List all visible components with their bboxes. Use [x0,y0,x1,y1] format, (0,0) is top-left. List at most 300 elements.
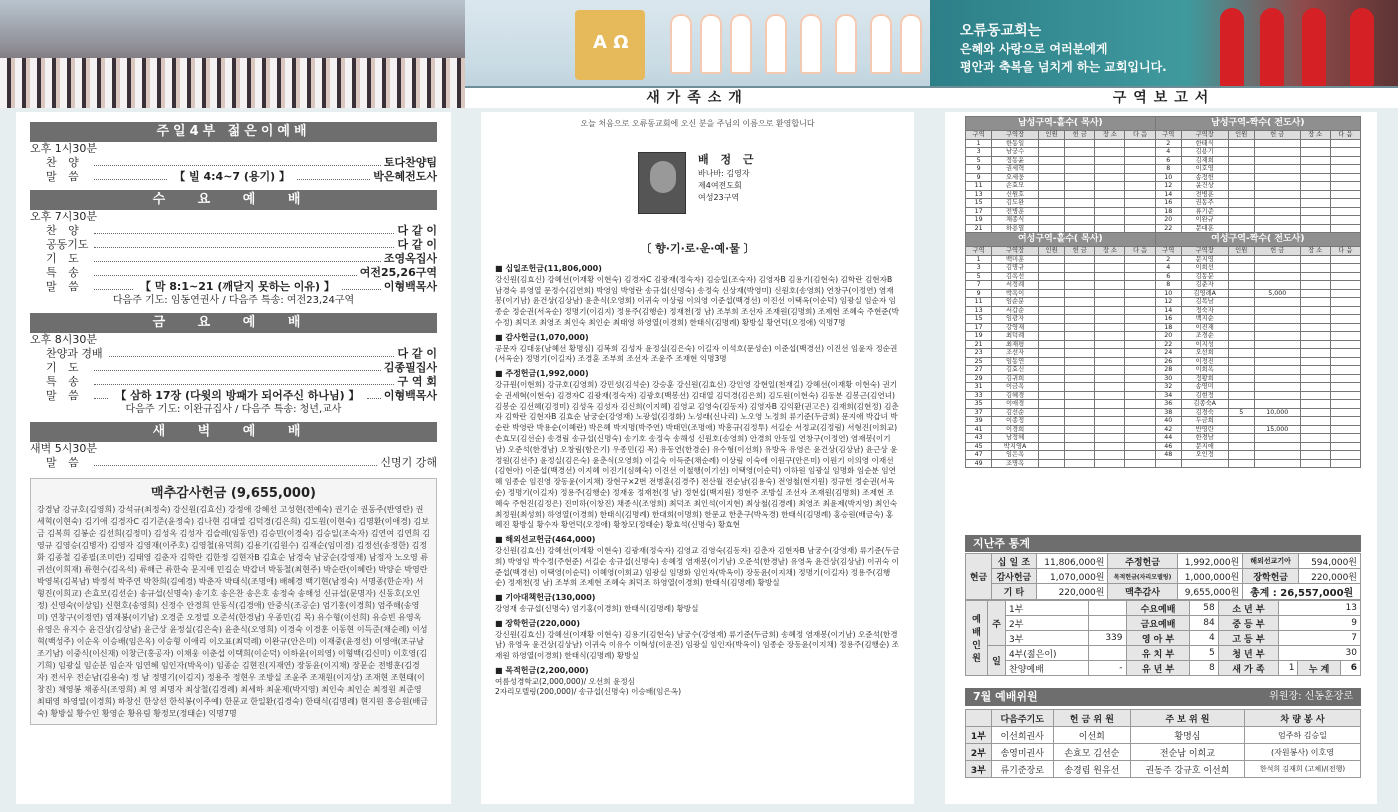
district-cell [1228,315,1254,324]
serv-cell: 황명심 [1130,727,1244,744]
district-row [966,207,1361,216]
att-value [1089,646,1126,661]
district-cell [1125,216,1155,225]
district-cell: 43 [966,434,992,443]
district-cell [1254,272,1300,281]
female-even-header: 여성구역-짝수( 전도사) [1155,233,1360,247]
district-cell [1228,332,1254,341]
district-column-header [966,247,1361,256]
district-cell [1330,182,1360,191]
serv-head: 주 보 위 원 [1130,710,1244,727]
district-cell [1039,199,1065,208]
district-cell [1039,434,1065,443]
district-cell [1065,182,1095,191]
district-cell [1330,400,1360,409]
district-cell [1039,165,1065,174]
district-cell: 정숙자 [1181,306,1228,315]
district-cell [1254,148,1300,157]
district-cell: 한동일 [992,139,1039,148]
thanksgiving-names: 강경남 강규호(김영희) 강석규(최정숙) 강신원(김효신) 강정애 강혜선 고성현(전예숙) 권기순 권동주(반영란) 권세혁(이현숙) 김기애 김경자C 김기준(윤정숙) 김나현 김대열 김덕경(김은희) 김도원(이현숙) 김명환(이애경) 김보금 김복희 김봉순 김선희(김정미) 김성옥 김성자 김슬레(임동연) 김승민(이경숙) 김승일(조숙자) 김연여 김연희 김영규 김영승(김병자) 김영자 김영재(이주호) 김영철(유덕희) 김용기(김원수) 김재순(임미경) 김정선(송정한) 김정화 김종철 김종필(조미란) 김태영 김춘자 김학란 김한정 김현자B 김효순 남경숙 남궁순(강영재) 남정자 노오영 류귀선(이희재) 류현수(김옥석) 류해근 류한숙 문지애 민길순 박갑녀 박동철(최현주) 박순란(이혜란) 박양순 박영란 박영복(김복남) 박정석 박주연 박찬희(김예경) 박춘자 박태식(조명애) 배혜경 백기현(남정숙) 서명종(한순자) 서형진(이희교) 손효모(김선순) 송규섭(신명숙) 송기호 송은찬 송은호 송정숙 송해성 신규섭(문명자) 신동호(오인정) 신영숙(이상임) 신현호(송영희) 신정수 안경희 안동식(김경애) 안중식(조공순) 엄기홍(이경희) 엄주해(송영미) 연창구(이정연) 염재봉(이기남) 오경준 오정열 오준석(한경남) 우종민(김 목) 유수형(이선희) 유승빈 유영옥 유영은 유지수 윤건상(김상남) 윤근상 윤정실(김은숙) 윤춘식(오영희) 이경숙 이경훈 이동현 이득준(채순례) 이성혁(백성주) 이순옥 이승배(임은옥) 이승형 이애리 이오표(최덕례) 이완규(안은미) 이재중(윤정선) 이영애(조규남 조기남) 이중식(이신재) 이창근(홍공자) 이채웅 이춘섭 이택희(이순덕) 이하윤(이의영) 이형백(김신미) 이호영(김기희) 임광실 임순분 임순자 임연혜 임인자(박옥이) 임종순 김현진(지재연) 장동윤(이지채) 장문순 전병훈(김경자) 전서우 전순남(김용숙) 정 남 정명기(이김지) 정용주 정현우 조방실 조윤주 조재원(이지상) 조재현 조현태(이창진) 채영봉 채종식(조영희) 최 영 최명자 최상철(김경례) 최세하 최윤제(박지영) 최인숙 최인순 최정원 최준영 최태영 하영열(이경희) 하창신 한상선 한석봉(이주예) 한문교 한일환(김경숙) 한태식(김명례) 현지원 홍승원(배금숙) 황방실 황수인 황영순 황유림 황정모(정태순) 익명7명 [37,505,430,718]
district-cell [1330,216,1360,225]
offering-title: ■ 기아대책헌금(130,000) [495,593,596,603]
offering-list [495,260,900,698]
district-cell [1300,408,1330,417]
district-cell [1254,459,1300,468]
district-cell: 이호영 [1181,165,1228,174]
district-cell [1095,442,1125,451]
district-cell [1095,207,1125,216]
district-cell [1228,306,1254,315]
district-cell [1039,173,1065,182]
district-cell [1300,417,1330,426]
att-label: 금요예배 [1126,616,1190,631]
district-cell [1300,349,1330,358]
district-cell [1330,315,1360,324]
district-cell [1125,156,1155,165]
district-cell: 2 [1155,139,1181,148]
district-cell: 28 [1155,366,1181,375]
district-cell [1065,400,1095,409]
district-row [966,173,1361,182]
district-cell [1125,173,1155,182]
district-cell [1254,182,1300,191]
district-cell: 김혜경 [992,391,1039,400]
district-cell [1095,425,1125,434]
stat-label: 십 일 조 [992,554,1037,569]
district-row [966,315,1361,324]
wednesday-row: 말 씀 【 막 8:1~21 (깨닫지 못하는 이유) 】 이형백목사 [46,280,438,293]
district-cell [1095,190,1125,199]
district-cell [1330,255,1360,264]
offering-names: 공문자 김대웅(남혜선 황명심) 김복희 김성자 윤정실(김은숙) 이길자 이석호(문성순) 이준섭(백경선) 이진선 임윤자 정순권(서옥순) 정명기(이길자) 조경훈 조부희 조선자 조윤주 조재현 익명3명 [495,343,898,364]
district-cell: 박지영A [992,442,1039,451]
district-cell: 김복남 [1181,298,1228,307]
district-cell [1039,190,1065,199]
district-cell: 11 [966,298,992,307]
service-committee-title: 7월 예배위원 위원장: 신동훈장로 [965,688,1361,706]
district-cell [1228,190,1254,199]
district-cell: 2 [1155,255,1181,264]
district-cell [1300,391,1330,400]
district-cell: 44 [1155,434,1181,443]
district-cell [1125,383,1155,392]
serv-cell: 권동주 강규호 이선희 [1130,761,1244,778]
district-cell [1039,340,1065,349]
district-cell [1330,207,1360,216]
district-cell: 김춘자 [1181,281,1228,290]
district-cell [1095,383,1125,392]
district-cell: 김용기 [1181,148,1228,157]
district-cell: 22 [1155,224,1181,233]
district-cell: 21 [966,340,992,349]
district-cell [1254,139,1300,148]
district-cell [1228,357,1254,366]
district-cell [1228,182,1254,191]
district-cell [1125,139,1155,148]
district-cell [1095,156,1125,165]
district-cell: 36 [1155,400,1181,409]
money-label: 현금 [966,554,992,600]
district-cell: 오인정 [1181,451,1228,460]
att-label: 찬양예배 [1006,661,1089,676]
district-cell: 37 [966,408,992,417]
district-cell [1330,357,1360,366]
district-row [966,306,1361,315]
district-cell [1330,374,1360,383]
district-cell [1095,340,1125,349]
district-cell [1228,451,1254,460]
serv-head: 차 량 봉 사 [1245,710,1361,727]
district-cell [1228,374,1254,383]
district-report-table [965,116,1361,468]
att-value: 9 [1279,616,1361,631]
district-cell: 오세웅 [992,173,1039,182]
wednesday-title: 수 요 예 배 [30,190,437,210]
district-cell [1330,272,1360,281]
district-cell [1254,417,1300,426]
district-cell [1065,139,1095,148]
male-odd-header: 남성구역-홀수( 목사) [966,117,1156,131]
district-col-header: 인원 [1039,131,1065,140]
district-cell [1330,298,1360,307]
wednesday-time: 오후 7시30분 [30,210,97,223]
district-cell [1254,173,1300,182]
district-cell: 하용열 [992,224,1039,233]
district-cell [1228,417,1254,426]
district-cell [1300,148,1330,157]
district-cell [1039,289,1065,298]
att-value: 5 [1190,646,1218,661]
district-cell [1039,298,1065,307]
district-cell: 권동주 [1181,199,1228,208]
district-cell [1125,298,1155,307]
district-cell [1330,451,1360,460]
stat-value: 9,655,000원 [1177,584,1243,600]
district-cell [1254,264,1300,273]
att-value: 4 [1190,631,1218,646]
district-cell [1330,224,1360,233]
district-cell [1095,165,1125,174]
district-cell [1039,207,1065,216]
district-cell [1125,357,1155,366]
district-cell [1095,264,1125,273]
stat-value: 11,806,000원 [1036,554,1108,569]
district-cell [1125,224,1155,233]
district-cell: 10 [1155,289,1181,298]
service4-title: 주일4부 젊은이예배 [30,122,437,142]
district-col-header: 장 소 [1300,131,1330,140]
district-cell [1039,315,1065,324]
district-cell: 33 [966,391,992,400]
district-cell [1330,306,1360,315]
district-cell [1330,289,1360,298]
district-cell [1039,417,1065,426]
district-cell [1125,315,1155,324]
district-cell [1039,408,1065,417]
district-cell [1125,400,1155,409]
dawn-title: 새 벽 예 배 [30,422,437,442]
district-cell [1065,281,1095,290]
wednesday-row: 기 도 조영옥집사 [46,252,437,265]
district-row [966,451,1361,460]
district-cell [1095,289,1125,298]
district-cell: 14 [1155,306,1181,315]
district-cell [1095,199,1125,208]
district-cell [1300,255,1330,264]
district-row [966,289,1361,298]
district-cell [1039,383,1065,392]
district-cell: 6 [1155,156,1181,165]
district-cell: 남궁수 [992,148,1039,157]
district-cell [1065,357,1095,366]
district-cell [1330,190,1360,199]
att-value: 58 [1190,601,1218,616]
district-cell [1228,459,1254,468]
att-label: 새 가 족 [1218,661,1278,676]
offering-names: 강영재 송규섭(신명숙) 엄기홍(이경희) 한태식(김명례) 황방실 [495,603,699,613]
district-col-header: 헌 금 [1065,131,1095,140]
district-cell: 김종숙A [1181,400,1228,409]
district-row [966,349,1361,358]
district-row [966,442,1361,451]
district-col-header: 구역장 [1181,247,1228,256]
dawn-time: 새벽 5시30분 [30,442,97,455]
att-label: 4부(젊은이) [1006,646,1089,661]
friday-row: 특 송 구 역 회 [46,375,437,388]
district-cell [1228,264,1254,273]
district-cell [1095,298,1125,307]
district-cell: 5 [1228,408,1254,417]
district-cell [1254,357,1300,366]
district-cell: 19 [966,332,992,341]
district-cell [1065,315,1095,324]
thanksgiving-offering-box [30,478,437,725]
district-cell [1039,374,1065,383]
district-cell: 임순분 [992,298,1039,307]
district-cell [1300,190,1330,199]
district-cell: 42 [1155,425,1181,434]
district-cell [1065,190,1095,199]
district-cell [1254,391,1300,400]
district-cell [1254,434,1300,443]
att-value: 84 [1190,616,1218,631]
district-cell: 27 [966,366,992,375]
district-cell [1254,306,1300,315]
district-cell [1181,459,1228,468]
district-cell [1039,272,1065,281]
district-cell [1065,255,1095,264]
district-cell [1228,139,1254,148]
district-cell [1039,425,1065,434]
district-cell: 15,000 [1254,425,1300,434]
district-col-header: 인원 [1228,131,1254,140]
district-cell [1330,148,1360,157]
district-cell [1125,264,1155,273]
district-cell: 35 [966,400,992,409]
serv-cell: 송영미권사 [991,744,1053,761]
district-cell [1300,216,1330,225]
worship-column [16,112,451,804]
district-cell [1125,190,1155,199]
district-cell: 이경희 [992,425,1039,434]
district-col-header: 구역장 [992,131,1039,140]
district-cell: 20 [1155,216,1181,225]
district-cell [1095,281,1125,290]
district-cell [1330,323,1360,332]
district-cell: 30 [1155,374,1181,383]
district-cell: 서정례 [992,281,1039,290]
district-cell: 24 [1155,349,1181,358]
district-cell: 최덕례 [992,332,1039,341]
district-cell: 45 [966,442,992,451]
serv-cell: 엄주하 김승일 [1245,727,1361,744]
motto-line2: 평안과 축복을 넘치게 하는 교회입니다. [960,60,1167,74]
district-cell [1254,442,1300,451]
stat-total: 총계 : 26,557,000원 [1243,584,1361,600]
district-cell [1125,417,1155,426]
district-cell: 문대훈 [1181,224,1228,233]
district-cell [1125,391,1155,400]
female-odd-header: 여성구역-홀수( 목사) [966,233,1156,247]
att-label: 2부 [1006,616,1089,631]
att-value [1089,601,1126,616]
district-cell: 12 [1155,298,1181,307]
att-label: 중 등 부 [1218,616,1278,631]
district-cell [1228,425,1254,434]
district-col-header: 구역 [1155,247,1181,256]
attendance-table [965,600,1361,676]
district-cell: 김옥선 [992,272,1039,281]
district-cell [1095,349,1125,358]
district-cell [1228,207,1254,216]
district-cell: 39 [966,417,992,426]
district-cell [1254,315,1300,324]
stat-label: 감사헌금 [992,569,1037,584]
district-cell [1330,173,1360,182]
district-row [966,298,1361,307]
newcomer-barnabas: 바나바: 김영자 [698,169,750,178]
stat-label: 해외선교기아 [1243,554,1299,569]
newcomer-name: 배 정 근 [698,153,758,166]
stat-label: 목적헌금(자리모델링) [1108,569,1177,584]
church-name: 오류동교회는 [960,23,1042,39]
district-cell [1039,357,1065,366]
offering-names: 강신원(김효신) 강혜선(이재황 이현숙) 김광재(정숙자) 김영교 김영숙(김동자) 김춘자 김현자B 남궁수(강영재) 류기준(두금희) 박영임 박수정(주현준) 서길순 송규섭(신명숙) 송혜정 염재봉(이기남) 오준석(한경남) 유영옥 윤건상(김상남) 이귀숙 이준섭(백경선) 이택영(이순덕) 이혜영(이희교) 임광실 임명화 임인자(박옥이) 장동윤(이지채) 정명기(이길자) 정용주(김행순) 정재천(정 남) 조부희 조제현 조혜숙 최덕조 하영열(이경희) 한태식(김명례) 황방실 [495,545,900,588]
district-cell: 19 [966,216,992,225]
district-cell: 조경순 [1181,332,1228,341]
district-cell [1095,451,1125,460]
district-cell [1254,207,1300,216]
district-row [966,281,1361,290]
district-cell [1095,366,1125,375]
service4-row: 찬 양 토다찬양팀 [46,156,437,169]
district-cell [1065,272,1095,281]
att-label: 유 년 부 [1126,661,1190,676]
district-cell: 17 [966,323,992,332]
service4-time: 오후 1시30분 [30,142,97,155]
district-cell [1330,383,1360,392]
district-cell [1330,434,1360,443]
district-col-header: 장 소 [1300,247,1330,256]
serv-cell: 송경림 원유선 [1053,761,1130,778]
district-cell: 이완규 [1181,216,1228,225]
stat-value: 1,000,000원 [1177,569,1243,584]
district-cell: 임동연 [992,357,1039,366]
district-cell: 5,000 [1254,289,1300,298]
district-cell: 이지성 [1181,340,1228,349]
district-cell: 김동분 [1181,272,1228,281]
district-cell: 1 [966,255,992,264]
district-cell [1330,408,1360,417]
district-cell: 46 [1155,442,1181,451]
district-cell: 문지영 [1181,255,1228,264]
offering-title: ■ 장학헌금(220,000) [495,618,581,628]
district-cell: 13 [966,190,992,199]
offering-title: ■ 감사헌금(1,070,000) [495,332,589,342]
friday-time: 오후 8시30분 [30,333,97,346]
district-cell [1300,306,1330,315]
district-cell [1065,383,1095,392]
serv-row-label: 2부 [966,744,992,761]
district-row [966,366,1361,375]
offering-title: ■ 주정헌금(1,992,000) [495,369,589,379]
district-cell [1065,148,1095,157]
district-cell [1065,417,1095,426]
district-cell: 전병훈 [1181,190,1228,199]
serv-row-label: 1부 [966,727,992,744]
district-cell [1330,417,1360,426]
district-cell [1228,400,1254,409]
district-cell: 송정헌 [1181,173,1228,182]
district-cell [1300,139,1330,148]
district-cell [1065,207,1095,216]
district-cell [1065,216,1095,225]
district-cell [1228,281,1254,290]
district-cell [1125,425,1155,434]
district-cell [1095,148,1125,157]
district-cell [1300,459,1330,468]
district-cell [1065,332,1095,341]
att-value: 30 [1279,646,1361,661]
district-cell: 송영미 [1181,383,1228,392]
district-cell: 8 [1155,165,1181,174]
district-cell [1125,332,1155,341]
offering-section-title: 〔 향·기·로·운·예·물 〕 [640,242,755,255]
att-label: 누 계 [1298,661,1340,676]
district-cell: 1 [966,139,992,148]
district-cell [1254,298,1300,307]
stat-label: 장학헌금 [1243,569,1299,584]
district-cell: 29 [966,374,992,383]
district-cell: 강영재 [992,323,1039,332]
district-cell [1065,306,1095,315]
district-cell [1039,451,1065,460]
district-cell: 이금옥 [992,383,1039,392]
att-value: 8 [1190,661,1218,676]
district-cell [1300,332,1330,341]
district-cell [1330,264,1360,273]
district-cell: 조선자 [992,349,1039,358]
district-cell: 5 [966,272,992,281]
district-cell: 김재희 [1181,156,1228,165]
district-cell: 18 [1155,207,1181,216]
att-label: 청 년 부 [1218,646,1278,661]
district-cell [1125,349,1155,358]
newcomer-info [698,154,758,204]
district-cell: 49 [966,459,992,468]
district-cell: 김경숙 [1181,408,1228,417]
stat-label: 맥추감사 [1108,584,1177,600]
